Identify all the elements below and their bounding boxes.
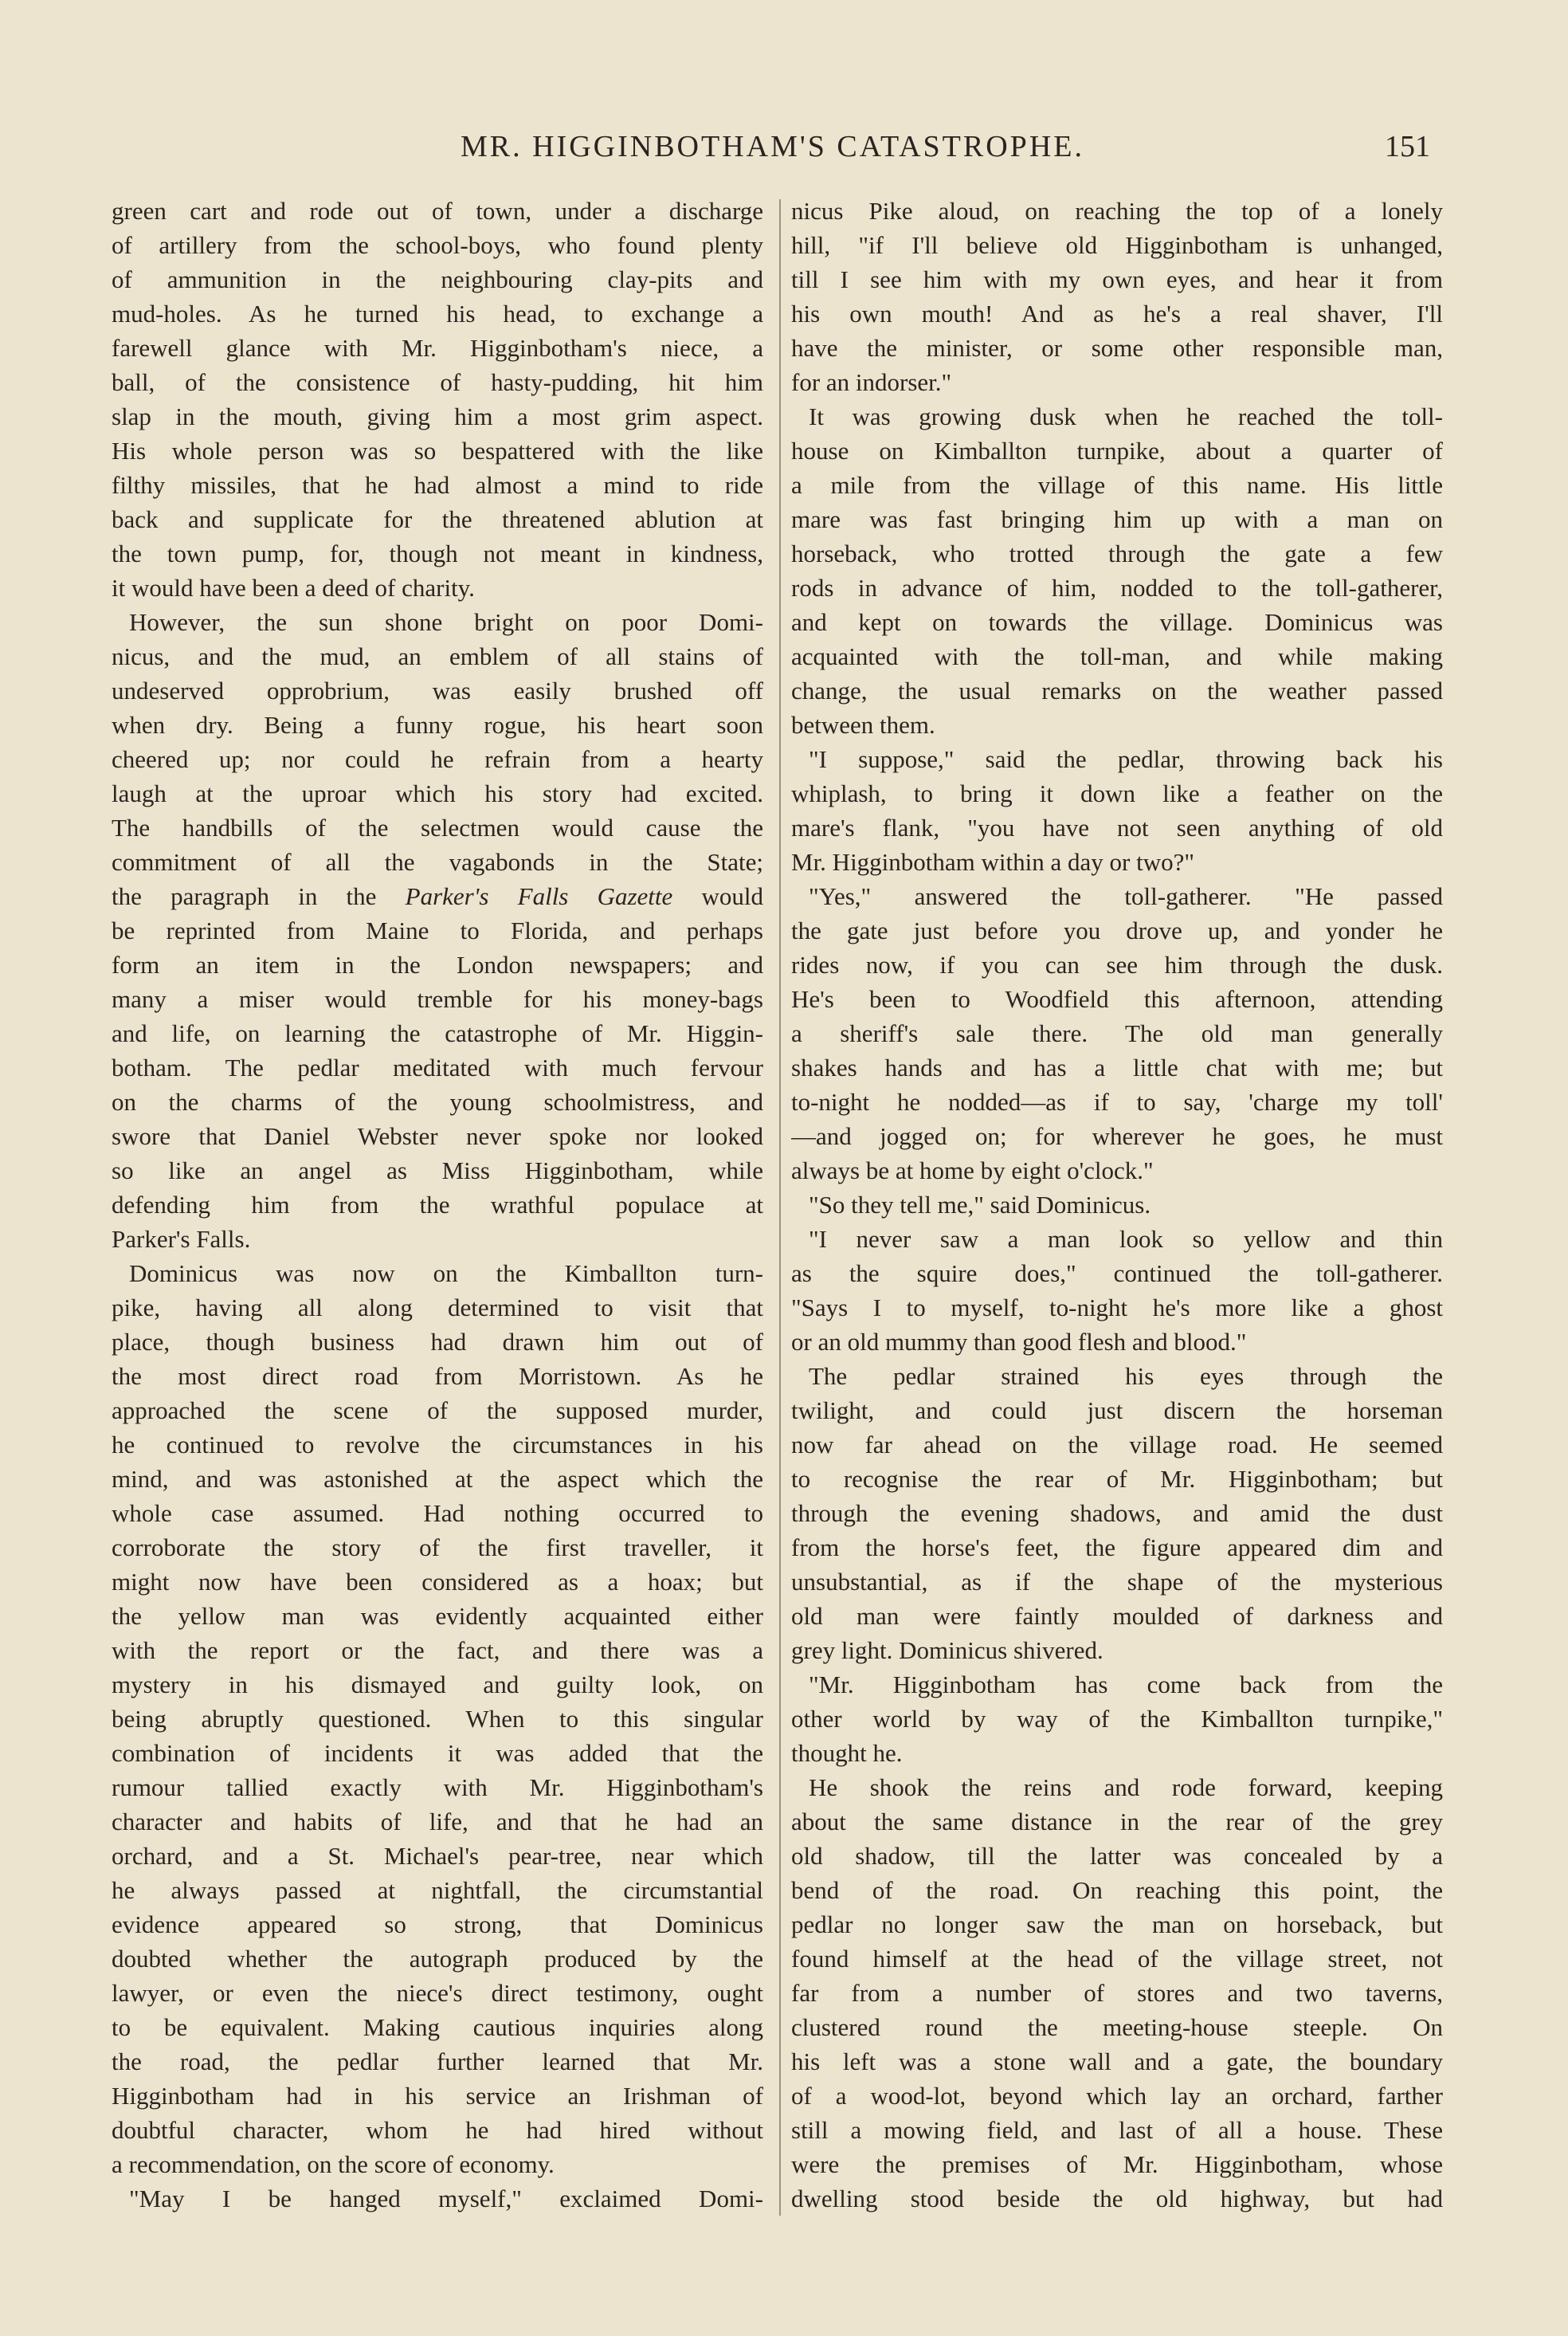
text-line: The pedlar strained his eyes through the	[809, 1362, 1443, 1390]
text-line: he always passed at nightfall, the circumstantial	[112, 1876, 763, 1904]
text-line: doubted whether the autograph produced by the	[112, 1945, 763, 1973]
text-line: now far ahead on the village road. He seemed	[791, 1431, 1443, 1459]
text-line: a sheriff's sale there. The old man generally	[791, 1019, 1443, 1047]
text-line: laugh at the uproar which his story had excited.	[112, 779, 763, 807]
text-line: green cart and rode out of town, under a discharge	[112, 197, 763, 225]
text-line: of a wood-lot, beyond which lay an orchard, farther	[791, 2082, 1443, 2110]
column-divider	[779, 199, 781, 2216]
text-line: he continued to revolve the circumstances in his	[112, 1431, 763, 1459]
text-line: rides now, if you can see him through the dusk.	[791, 951, 1443, 979]
text-line: the paragraph in the Parker's Falls Gazette would	[112, 882, 763, 910]
text-line: so like an angel as Miss Higginbotham, while	[112, 1156, 763, 1184]
text-line: from the horse's feet, the figure appeared dim and	[791, 1533, 1443, 1561]
text-line: back and supplicate for the threatened ablution at	[112, 505, 763, 533]
text-line: mud-holes. As he turned his head, to exchange a	[112, 300, 763, 328]
text-line: the gate just before you drove up, and yonder he	[791, 917, 1443, 944]
text-line: were the premises of Mr. Higginbotham, whose	[791, 2150, 1443, 2178]
text-line: "Mr. Higginbotham has come back from the	[809, 1671, 1443, 1698]
text-line: to-night he nodded—as if to say, 'charge my toll'	[791, 1088, 1443, 1116]
left-text-column	[112, 194, 763, 2216]
text-line: the town pump, for, though not meant in kindness,	[112, 540, 763, 567]
running-title: MR. HIGGINBOTHAM'S CATASTROPHE.	[461, 130, 1084, 163]
text-line: doubtful character, whom he had hired without	[112, 2116, 763, 2144]
text-line: Higginbotham had in his service an Irishman of	[112, 2082, 763, 2110]
text-line: mare was fast bringing him up with a man on	[791, 505, 1443, 533]
text-line: through the evening shadows, and amid the dust	[791, 1499, 1443, 1527]
text-line: horseback, who trotted through the gate a few	[791, 540, 1443, 567]
text-line: of artillery from the school-boys, who found plenty	[112, 231, 763, 259]
text-line: Mr. Higginbotham within a day or two?"	[791, 848, 1195, 876]
text-line: farewell glance with Mr. Higginbotham's niece, a	[112, 334, 763, 362]
text-line: He shook the reins and rode forward, keeping	[809, 1773, 1443, 1801]
text-line: still a mowing field, and last of all a house. These	[791, 2116, 1443, 2144]
text-line: form an item in the London newspapers; and	[112, 951, 763, 979]
text-line: found himself at the head of the village street, not	[791, 1945, 1443, 1973]
text-line: the yellow man was evidently acquainted either	[112, 1602, 763, 1630]
text-line: and kept on towards the village. Dominicus was	[791, 608, 1443, 636]
text-line: filthy missiles, that he had almost a mind to ride	[112, 471, 763, 499]
text-line: defending him from the wrathful populace at	[112, 1191, 763, 1219]
text-line: whiplash, to bring it down like a feather on the	[791, 779, 1443, 807]
text-line: might now have been considered as a hoax; but	[112, 1568, 763, 1596]
text-line: corroborate the story of the first traveller, it	[112, 1533, 763, 1561]
text-line: old man were faintly moulded of darkness and	[791, 1602, 1443, 1630]
text-line: shakes hands and has a little chat with me; but	[791, 1054, 1443, 1082]
text-line: undeserved opprobrium, was easily brushed off	[112, 677, 763, 705]
text-line: "Yes," answered the toll-gatherer. "He passed	[809, 882, 1443, 910]
text-line: combination of incidents it was added that the	[112, 1739, 763, 1767]
text-line: till I see him with my own eyes, and hear it from	[791, 265, 1443, 293]
text-line: approached the scene of the supposed murder,	[112, 1396, 763, 1424]
text-line: ball, of the consistence of hasty-pudding, hit him	[112, 368, 763, 396]
page-header	[0, 126, 1568, 174]
text-line: other world by way of the Kimballton turnpike,"	[791, 1705, 1443, 1733]
text-line: lawyer, or even the niece's direct testimony, ought	[112, 1979, 763, 2007]
text-line: his left was a stone wall and a gate, the boundary	[791, 2047, 1443, 2075]
page-number: 151	[1385, 130, 1430, 163]
text-line: his own mouth! And as he's a real shaver, I'll	[791, 300, 1443, 328]
text-line: acquainted with the toll-man, and while making	[791, 642, 1443, 670]
text-line: whole case assumed. Had nothing occurred to	[112, 1499, 763, 1527]
text-line: many a miser would tremble for his money-bags	[112, 985, 763, 1013]
text-line: "So they tell me," said Dominicus.	[809, 1191, 1151, 1219]
text-line: evidence appeared so strong, that Dominicus	[112, 1910, 763, 1938]
text-line: botham. The pedlar meditated with much fervour	[112, 1054, 763, 1082]
text-line: thought he.	[791, 1739, 903, 1767]
text-line: or an old mummy than good flesh and blood."	[791, 1328, 1247, 1356]
right-text-column	[791, 194, 1443, 2216]
text-line: it would have been a deed of charity.	[112, 574, 475, 602]
text-line: the road, the pedlar further learned that Mr.	[112, 2047, 763, 2075]
text-line: mystery in his dismayed and guilty look, on	[112, 1671, 763, 1698]
text-line: between them.	[791, 711, 935, 739]
text-line: nicus, and the mud, an emblem of all stains of	[112, 642, 763, 670]
text-line: orchard, and a St. Michael's pear-tree, near which	[112, 1842, 763, 1870]
text-line: dwelling stood beside the old highway, but had	[791, 2185, 1443, 2212]
text-line: His whole person was so bespattered with the like	[112, 437, 763, 465]
text-line: rumour tallied exactly with Mr. Higginbotham's	[112, 1773, 763, 1801]
text-line: old shadow, till the latter was concealed by a	[791, 1842, 1443, 1870]
text-line: mind, and was astonished at the aspect which the	[112, 1465, 763, 1493]
text-line: a recommendation, on the score of economy.	[112, 2150, 555, 2178]
text-line: about the same distance in the rear of the grey	[791, 1808, 1443, 1835]
text-line: mare's flank, "you have not seen anything of old	[791, 814, 1443, 842]
text-line: Dominicus was now on the Kimballton turn-	[129, 1259, 763, 1287]
text-line: "I suppose," said the pedlar, throwing back his	[809, 745, 1443, 773]
text-line: change, the usual remarks on the weather passed	[791, 677, 1443, 705]
text-line: house on Kimballton turnpike, about a quarter of	[791, 437, 1443, 465]
text-line: swore that Daniel Webster never spoke nor looked	[112, 1122, 763, 1150]
text-line: be reprinted from Maine to Florida, and perhaps	[112, 917, 763, 944]
text-line: the most direct road from Morristown. As he	[112, 1362, 763, 1390]
text-line: twilight, and could just discern the horseman	[791, 1396, 1443, 1424]
text-line: and life, on learning the catastrophe of Mr. Higgin-	[112, 1019, 763, 1047]
text-line: clustered round the meeting-house steeple. On	[791, 2013, 1443, 2041]
newspaper-title: Parker's Falls Gazette	[405, 882, 673, 910]
text-line: far from a number of stores and two taverns,	[791, 1979, 1443, 2007]
text-line: commitment of all the vagabonds in the State;	[112, 848, 763, 876]
text-line: slap in the mouth, giving him a most grim aspect.	[112, 402, 763, 430]
text-line: pike, having all along determined to visit that	[112, 1294, 763, 1321]
text-line: "Says I to myself, to-night he's more like a ghost	[791, 1294, 1443, 1321]
text-line: He's been to Woodfield this afternoon, attending	[791, 985, 1443, 1013]
text-line: unsubstantial, as if the shape of the mysterious	[791, 1568, 1443, 1596]
text-line: place, though business had drawn him out of	[112, 1328, 763, 1356]
text-line: "I never saw a man look so yellow and thin	[809, 1225, 1443, 1253]
text-line: hill, "if I'll believe old Higginbotham is unhanged,	[791, 231, 1443, 259]
text-line: —and jogged on; for wherever he goes, he must	[791, 1122, 1443, 1150]
text-line: always be at home by eight o'clock."	[791, 1156, 1154, 1184]
text-line: grey light. Dominicus shivered.	[791, 1636, 1103, 1664]
text-line: have the minister, or some other responsible man,	[791, 334, 1443, 362]
text-line: as the squire does," continued the toll-gatherer.	[791, 1259, 1443, 1287]
text-line: to be equivalent. Making cautious inquiries along	[112, 2013, 763, 2041]
text-line: cheered up; nor could he refrain from a hearty	[112, 745, 763, 773]
text-line: for an indorser."	[791, 368, 952, 396]
text-line: to recognise the rear of Mr. Higginbotham; but	[791, 1465, 1443, 1493]
text-line: However, the sun shone bright on poor Domi-	[129, 608, 763, 636]
text-line: of ammunition in the neighbouring clay-pits and	[112, 265, 763, 293]
text-line: being abruptly questioned. When to this singular	[112, 1705, 763, 1733]
text-line: a mile from the village of this name. His little	[791, 471, 1443, 499]
text-line: It was growing dusk when he reached the toll-	[809, 402, 1443, 430]
text-line: bend of the road. On reaching this point, the	[791, 1876, 1443, 1904]
text-line: nicus Pike aloud, on reaching the top of a lonely	[791, 197, 1443, 225]
text-line: on the charms of the young schoolmistress, and	[112, 1088, 763, 1116]
text-line: "May I be hanged myself," exclaimed Domi-	[129, 2185, 763, 2212]
text-line: rods in advance of him, nodded to the toll-gatherer,	[791, 574, 1443, 602]
text-line: pedlar no longer saw the man on horseback, but	[791, 1910, 1443, 1938]
text-line: when dry. Being a funny rogue, his heart soon	[112, 711, 763, 739]
text-line: character and habits of life, and that he had an	[112, 1808, 763, 1835]
text-line: with the report or the fact, and there was a	[112, 1636, 763, 1664]
text-line: The handbills of the selectmen would cause the	[112, 814, 763, 842]
text-line: Parker's Falls.	[112, 1225, 251, 1253]
